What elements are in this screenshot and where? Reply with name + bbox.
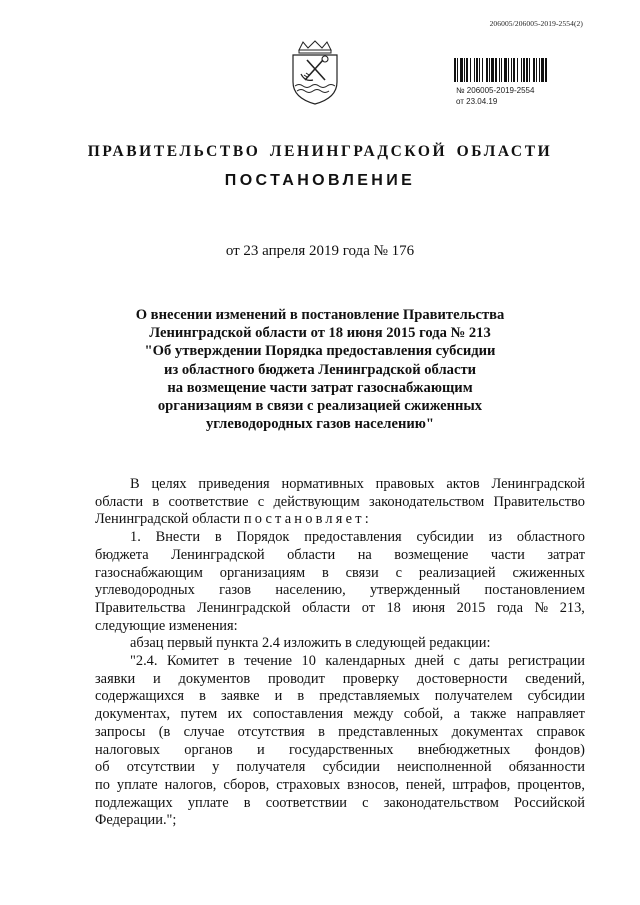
word: субсидии [416, 529, 474, 546]
word: в [199, 688, 206, 705]
word: течение [244, 653, 293, 670]
document-type-heading: ПОСТАНОВЛЕНИЕ [224, 172, 416, 189]
coat-of-arms-icon [287, 40, 343, 106]
title-line: Ленинградской области от 18 июня 2015 года № 213 [149, 325, 491, 342]
word: Правительства [95, 599, 186, 616]
title-line: на возмещение части затрат газоснабжающим [167, 379, 473, 396]
word: путем [180, 706, 218, 723]
word: действующим [273, 493, 360, 510]
word: возмещение [394, 546, 469, 563]
word: Порядок [236, 529, 290, 546]
body-line [95, 494, 585, 512]
body-line [95, 529, 585, 547]
word: области [287, 546, 336, 563]
word: с [395, 564, 402, 581]
word: субсидии [322, 759, 380, 776]
word: проводит [267, 670, 325, 687]
body-line [95, 653, 585, 671]
word: Российской [514, 794, 585, 811]
word: сборов, [223, 776, 270, 793]
word: постановлением [484, 582, 585, 599]
word: документах, [95, 706, 171, 723]
word: законодательством [369, 493, 485, 510]
word: области [302, 599, 351, 616]
word: связи [345, 564, 379, 581]
body-line [95, 759, 585, 777]
word: налоговых [95, 741, 160, 758]
word: содержащихся [95, 688, 184, 705]
word: предоставления [304, 529, 402, 546]
word: Ленинградской [491, 476, 585, 492]
word: между [353, 706, 394, 723]
word: получателем [434, 688, 513, 705]
word: взносов, [347, 776, 399, 793]
word: от [361, 599, 375, 616]
word: получателя [236, 759, 306, 776]
word: регистрации [508, 653, 585, 670]
word: дней [414, 653, 445, 670]
title-line: "Об утверждении Порядка предоставления субсидии [144, 343, 496, 360]
word: пеней, [405, 776, 446, 793]
word: газов [219, 582, 251, 599]
word: государственных [288, 741, 394, 758]
word: штрафов, [452, 776, 511, 793]
word: года [496, 599, 523, 616]
body-line [95, 795, 585, 813]
word: нормативных [281, 476, 364, 492]
word: бюджета [95, 546, 149, 563]
body-line [95, 688, 585, 706]
word: об [95, 759, 110, 776]
word: неисполненной [397, 759, 492, 776]
word: субсидии [527, 688, 585, 705]
body-line [95, 671, 585, 689]
title-line: организациям в связи с реализацией сжиженных [157, 398, 483, 415]
word: утвержденный [369, 582, 461, 599]
word: с [453, 653, 460, 670]
document-id: 206005/206005-2019-2554(2) [489, 19, 583, 28]
word: страховых [276, 776, 341, 793]
word: подлежащих [95, 794, 173, 811]
title-line: из областного бюджета Ленинградской области [163, 361, 477, 378]
word: запросы [95, 723, 146, 740]
word: уплате [116, 776, 158, 793]
word: из [488, 529, 503, 546]
word: направляет [516, 706, 585, 723]
word: обязанности [508, 759, 585, 776]
word: Ленинградской [197, 599, 291, 616]
word: сведений, [525, 670, 585, 687]
body-line [95, 706, 585, 724]
word: (в [158, 723, 171, 740]
word: Ленинградской [171, 546, 265, 563]
word: налогов, [164, 776, 217, 793]
body-line: Федерации."; [95, 812, 177, 829]
title-line: углеводородных газов населению" [205, 416, 435, 433]
word: затрат [547, 546, 585, 563]
body-line: следующие изменения: [95, 617, 238, 634]
word: документов [178, 670, 251, 687]
word: достоверности [416, 670, 508, 687]
word: также [470, 706, 507, 723]
word: в [152, 493, 160, 510]
body-line [95, 724, 585, 742]
word: целях [151, 476, 187, 492]
word: и [274, 688, 283, 705]
spaced-word: постановляет [243, 511, 365, 528]
word: реализацией [418, 564, 496, 581]
word: в [321, 564, 329, 581]
word: а [453, 706, 460, 723]
word: проверку [342, 670, 400, 687]
word: справок [536, 723, 585, 740]
word: представляемых [319, 688, 420, 705]
registration-date: от 23.04.19 [456, 97, 498, 106]
word: 2015 [456, 599, 486, 616]
word: отсутствии [126, 759, 195, 776]
word: Комитет [166, 653, 219, 670]
word: процентов, [517, 776, 585, 793]
body-line [95, 547, 585, 565]
word: в [243, 794, 251, 811]
word: сжиженных [512, 564, 585, 581]
body-line [95, 600, 585, 618]
word: в [297, 688, 305, 705]
word: с [257, 493, 265, 510]
body-line: абзац первый пункта 2.4 изложить в следующей редакции: [130, 635, 491, 652]
word: соответствие [168, 493, 249, 510]
body-line [95, 476, 585, 494]
word: с [362, 794, 369, 811]
word: газоснабжающим [95, 564, 203, 581]
body-line [95, 565, 585, 583]
word: 1. [130, 529, 141, 546]
word: июня [412, 599, 446, 616]
word: органов [184, 741, 233, 758]
registration-number: № 206005-2019-2554 [456, 86, 535, 95]
body-line [95, 582, 585, 600]
word: фондов) [534, 741, 585, 758]
word: по [95, 776, 110, 793]
barcode-icon [454, 58, 570, 82]
word: календарных [325, 653, 406, 670]
word: случае [183, 723, 225, 740]
word: 213, [559, 599, 585, 616]
word: собой, [403, 706, 444, 723]
decree-body [95, 476, 585, 830]
word: в [318, 723, 325, 740]
word: правовых [375, 476, 435, 492]
word: даты [469, 653, 499, 670]
word: актов [446, 476, 480, 492]
word: части [490, 546, 525, 563]
word: внебюджетных [417, 741, 511, 758]
word: у [212, 759, 220, 776]
government-heading: ПРАВИТЕЛЬСТВО ЛЕНИНГРАДСКОЙ ОБЛАСТИ [87, 143, 553, 160]
word: 18 [386, 599, 401, 616]
word: и [256, 741, 265, 758]
word: № [534, 599, 549, 616]
body-line [95, 742, 585, 760]
word: 10 [301, 653, 316, 670]
word: В [130, 476, 140, 492]
word: документах [451, 723, 524, 740]
word: уплате [187, 794, 229, 811]
word: соответствии [265, 794, 348, 811]
word: Внести [155, 529, 201, 546]
word: заявке [220, 688, 260, 705]
word: организациям [219, 564, 306, 581]
word: и [153, 670, 161, 687]
word: на [357, 546, 372, 563]
word: в [228, 653, 235, 670]
word: областного [516, 529, 585, 546]
word: "2.4. [130, 653, 158, 670]
title-line: О внесении изменений в постановление Правительства [135, 307, 505, 323]
word: области [95, 493, 144, 510]
decree-date-number: от 23 апреля 2019 года № 176 [225, 243, 415, 259]
word: в [214, 529, 222, 546]
word: Правительство [493, 493, 585, 510]
body-line: Ленинградской области постановляет: [95, 511, 369, 528]
body-line [95, 777, 585, 795]
word: представленных [338, 723, 439, 740]
decree-title [60, 306, 580, 433]
word: сопоставления [252, 706, 344, 723]
word: приведения [198, 476, 270, 492]
word: углеводородных [95, 582, 195, 599]
word: заявки [95, 670, 136, 687]
word: населению, [275, 582, 346, 599]
word: законодательством [383, 794, 499, 811]
word: отсутствия [237, 723, 305, 740]
word: их [227, 706, 243, 723]
